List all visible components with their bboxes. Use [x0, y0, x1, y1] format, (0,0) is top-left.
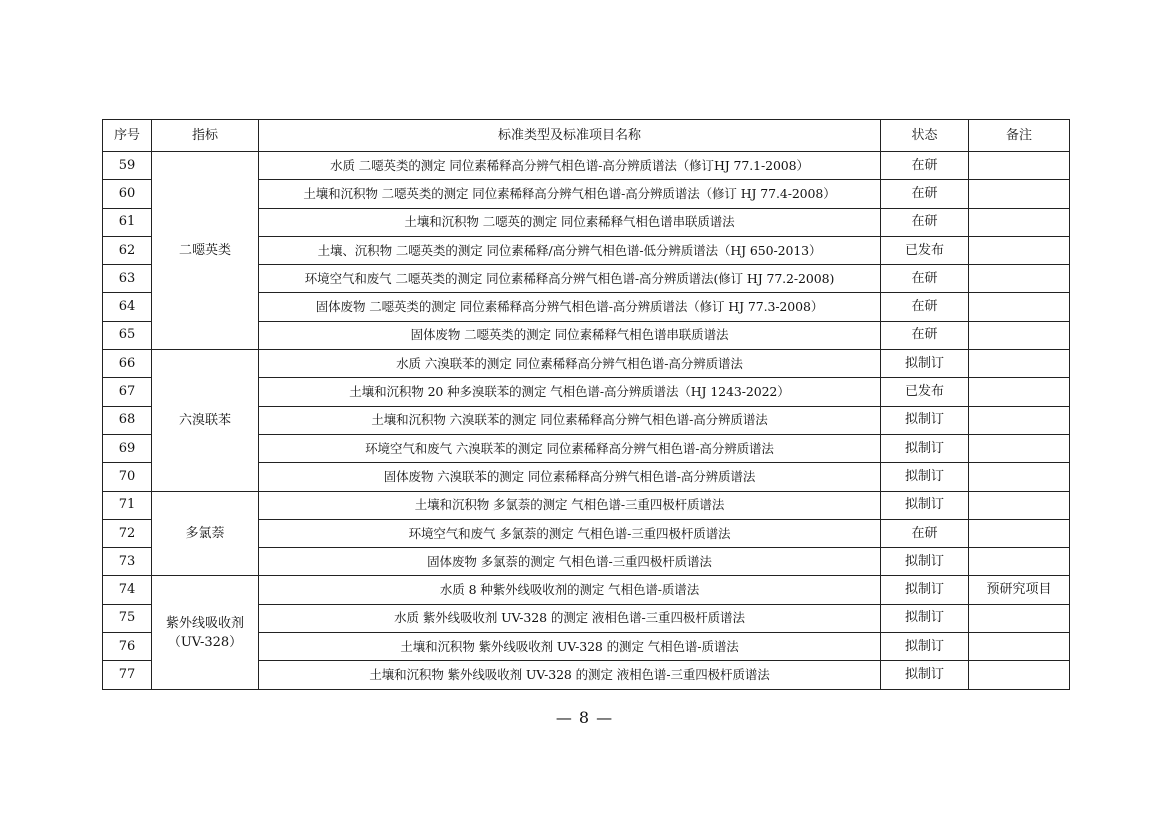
row-status: 在研: [881, 265, 969, 293]
row-status: 在研: [881, 519, 969, 547]
row-standard-name: 固体废物 六溴联苯的测定 同位素稀释高分辨气相色谱-高分辨质谱法: [259, 463, 881, 491]
indicator-cell: [152, 350, 259, 491]
row-status: 在研: [881, 293, 969, 321]
row-standard-name: 固体废物 二噁英类的测定 同位素稀释高分辨气相色谱-高分辨质谱法（修订 HJ 77.3-2008）: [259, 293, 881, 321]
indicator-label: 多氯萘: [185, 526, 225, 541]
row-status: 拟制订: [881, 633, 969, 661]
row-seq: 62: [103, 236, 152, 264]
row-standard-name: 环境空气和废气 二噁英类的测定 同位素稀释高分辨气相色谱-高分辨质谱法(修订 HJ 77.2-2008): [259, 265, 881, 293]
row-remark: [969, 406, 1070, 434]
indicator-label: （UV-328）: [167, 634, 243, 650]
row-remark: [969, 434, 1070, 462]
row-standard-name: 土壤和沉积物 二噁英类的测定 同位素稀释高分辨气相色谱-高分辨质谱法（修订 HJ 77.4-2008）: [259, 180, 881, 208]
indicator-cell: [152, 152, 259, 350]
row-remark: [969, 350, 1070, 378]
page-number: — 8 —: [555, 708, 614, 727]
header-standard-name: 标准类型及标准项目名称: [259, 120, 881, 152]
table-row: [103, 152, 1070, 180]
row-status: 拟制订: [881, 406, 969, 434]
header-indicator: 指标: [152, 120, 259, 152]
row-remark: [969, 519, 1070, 547]
indicator-label: 二噁英类: [178, 243, 231, 259]
row-status: 在研: [881, 321, 969, 349]
row-status: 在研: [881, 208, 969, 236]
row-remark: [969, 265, 1070, 293]
row-remark: [969, 604, 1070, 632]
row-remark: [969, 491, 1070, 519]
row-seq: 71: [103, 491, 152, 519]
row-status: 拟制订: [881, 661, 969, 689]
row-remark: [969, 633, 1070, 661]
row-standard-name: 固体废物 二噁英类的测定 同位素稀释气相色谱串联质谱法: [259, 321, 881, 349]
row-status: 拟制订: [881, 350, 969, 378]
row-seq: 68: [103, 406, 152, 434]
row-seq: 64: [103, 293, 152, 321]
row-seq: 67: [103, 378, 152, 406]
row-status: 已发布: [881, 236, 969, 264]
row-status: 拟制订: [881, 434, 969, 462]
row-remark: [969, 661, 1070, 689]
row-standard-name: 土壤和沉积物 紫外线吸收剂 UV-328 的测定 液相色谱-三重四极杆质谱法: [259, 661, 881, 689]
row-remark: [969, 180, 1070, 208]
row-seq: 77: [103, 661, 152, 689]
row-remark: [969, 208, 1070, 236]
row-status: 在研: [881, 180, 969, 208]
row-standard-name: 土壤和沉积物 六溴联苯的测定 同位素稀释高分辨气相色谱-高分辨质谱法: [259, 406, 881, 434]
row-remark: [969, 548, 1070, 576]
row-seq: 65: [103, 321, 152, 349]
header-seq: 序号: [103, 120, 152, 152]
row-seq: 63: [103, 265, 152, 293]
row-standard-name: 水质 二噁英类的测定 同位素稀释高分辨气相色谱-高分辨质谱法（修订HJ 77.1-2008）: [259, 152, 881, 180]
table-header-row: [103, 120, 1070, 152]
table-row: [103, 491, 1070, 519]
row-remark: [969, 236, 1070, 264]
row-seq: 75: [103, 604, 152, 632]
row-seq: 73: [103, 548, 152, 576]
row-remark: [969, 152, 1070, 180]
row-seq: 76: [103, 633, 152, 661]
row-standard-name: 固体废物 多氯萘的测定 气相色谱-三重四极杆质谱法: [259, 548, 881, 576]
standards-table: [102, 119, 1070, 690]
row-seq: 61: [103, 208, 152, 236]
row-seq: 66: [103, 350, 152, 378]
row-seq: 60: [103, 180, 152, 208]
row-standard-name: 土壤、沉积物 二噁英类的测定 同位素稀释/高分辨气相色谱-低分辨质谱法（HJ 650-2013）: [259, 236, 881, 264]
header-status: 状态: [881, 120, 969, 152]
row-remark: [969, 321, 1070, 349]
row-standard-name: 水质 紫外线吸收剂 UV-328 的测定 液相色谱-三重四极杆质谱法: [259, 604, 881, 632]
row-seq: 72: [103, 519, 152, 547]
row-status: 已发布: [881, 378, 969, 406]
row-standard-name: 水质 六溴联苯的测定 同位素稀释高分辨气相色谱-高分辨质谱法: [259, 350, 881, 378]
row-status: 拟制订: [881, 491, 969, 519]
row-standard-name: 土壤和沉积物 20 种多溴联苯的测定 气相色谱-高分辨质谱法（HJ 1243-2022）: [259, 378, 881, 406]
row-status: 拟制订: [881, 604, 969, 632]
row-seq: 70: [103, 463, 152, 491]
header-remark: 备注: [969, 120, 1070, 152]
table-row: [103, 350, 1070, 378]
indicator-label: 六溴联苯: [178, 412, 231, 428]
row-standard-name: 环境空气和废气 六溴联苯的测定 同位素稀释高分辨气相色谱-高分辨质谱法: [259, 434, 881, 462]
indicator-cell: [152, 491, 259, 576]
table-row: [103, 576, 1070, 604]
row-seq: 69: [103, 434, 152, 462]
row-status: 拟制订: [881, 576, 969, 604]
row-remark: [969, 293, 1070, 321]
row-remark: [969, 463, 1070, 491]
indicator-cell: [152, 576, 259, 689]
row-seq: 59: [103, 152, 152, 180]
row-standard-name: 水质 8 种紫外线吸收剂的测定 气相色谱-质谱法: [259, 576, 881, 604]
row-status: 拟制订: [881, 548, 969, 576]
table-body: [103, 152, 1070, 690]
row-standard-name: 土壤和沉积物 紫外线吸收剂 UV-328 的测定 气相色谱-质谱法: [259, 633, 881, 661]
row-standard-name: 土壤和沉积物 多氯萘的测定 气相色谱-三重四极杆质谱法: [259, 491, 881, 519]
row-standard-name: 环境空气和废气 多氯萘的测定 气相色谱-三重四极杆质谱法: [259, 519, 881, 547]
row-seq: 74: [103, 576, 152, 604]
indicator-label: 紫外线吸收剂: [165, 615, 244, 631]
row-standard-name: 土壤和沉积物 二噁英的测定 同位素稀释气相色谱串联质谱法: [259, 208, 881, 236]
row-remark: 预研究项目: [969, 576, 1070, 604]
row-status: 在研: [881, 152, 969, 180]
row-remark: [969, 378, 1070, 406]
row-status: 拟制订: [881, 463, 969, 491]
